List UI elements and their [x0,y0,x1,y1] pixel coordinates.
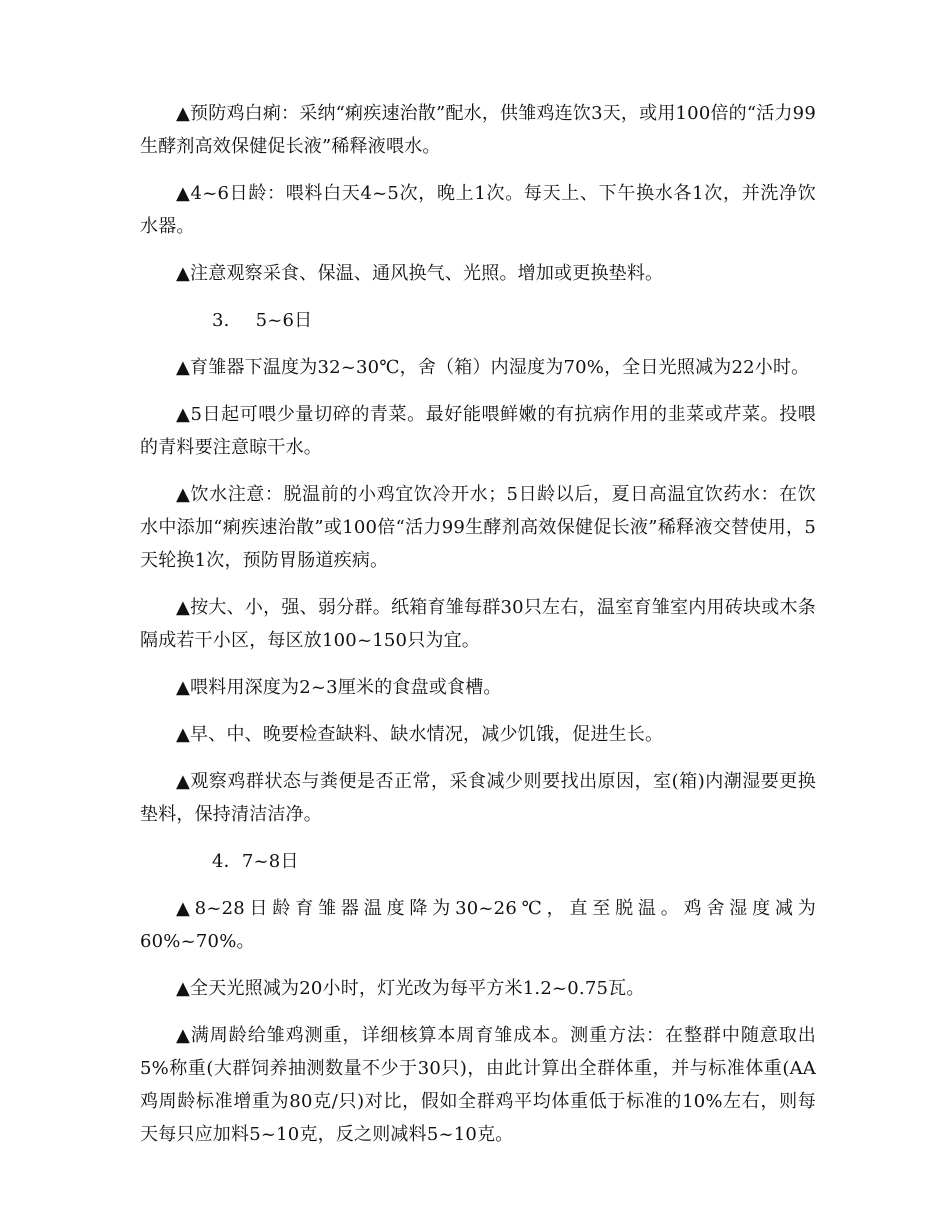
section-number: 3. [212,310,230,331]
paragraph-observe-care: ▲注意观察采食、保温、通风换气、光照。增加或更换垫料。 [176,263,664,284]
paragraph-observe-flock: ▲观察鸡群状态与粪便是否正常，采食减少则要找出原因，室(箱)内潮湿要更换垫料，保持清洁洁净。 [140,771,816,825]
paragraph-daily-checks: ▲早、中、晚要检查缺料、缺水情况，减少饥饿，促进生长。 [176,724,664,745]
section-heading-day-7-8 [140,845,816,878]
paragraph-brooder-temperature: ▲8~28日龄育雏器温度降为30~26℃，直至脱温。鸡舍湿度减为60%~70%。 [140,898,816,952]
section-heading-day-5-6 [140,304,816,337]
document-page [140,97,816,1165]
paragraph-day-4-6-feeding: ▲4~6日龄：喂料白天4~5次，晚上1次。每天上、下午换水各1次，并洗净饮水器。 [140,183,816,237]
paragraph-feeding-tray: ▲喂料用深度为2~3厘米的食盘或食槽。 [176,677,502,698]
section-title: 5~6日 [255,310,313,331]
section-title: 7~8日 [241,851,299,872]
paragraph-temperature-humidity: ▲育雏器下温度为32~30℃，舍（箱）内湿度为70%，全日光照减为22小时。 [176,357,810,378]
paragraph-weighing: ▲满周龄给雏鸡测重，详细核算本周育雏成本。测重方法：在整群中随意取出5%称重(大群饲养抽测数量不少于30只)，由此计算出全群体重，并与标准体重(AA鸡周龄标准增重为80克/只)对比，假如全群鸡平均体重低于标准的10%左右，则每天每只应加料5~10克，反之则减料5~10克。 [140,1025,816,1145]
section-number: 4． [212,851,242,872]
paragraph-lighting: ▲全天光照减为20小时，灯光改为每平方米1.2~0.75瓦。 [176,978,645,999]
paragraph-grouping: ▲按大、小，强、弱分群。纸箱育雏每群30只左右，温室育雏室内用砖块或木条隔成若干小区，每区放100~150只为宜。 [140,597,816,651]
paragraph-prevent-pullorum: ▲预防鸡白痢：采纳“痢疾速治散”配水，供雏鸡连饮3天，或用100倍的“活力99生酵剂高效保健促长液”稀释液喂水。 [140,103,816,157]
paragraph-green-feed: ▲5日起可喂少量切碎的青菜。最好能喂鲜嫩的有抗病作用的韭菜或芹菜。投喂的青料要注意晾干水。 [140,404,816,458]
paragraph-drinking-water: ▲饮水注意：脱温前的小鸡宜饮冷开水；5日龄以后，夏日高温宜饮药水：在饮水中添加“痢疾速治散”或100倍“活力99生酵剂高效保健促长液”稀释液交替使用，5天轮换1次，预防胃肠道疾病。 [140,484,816,571]
